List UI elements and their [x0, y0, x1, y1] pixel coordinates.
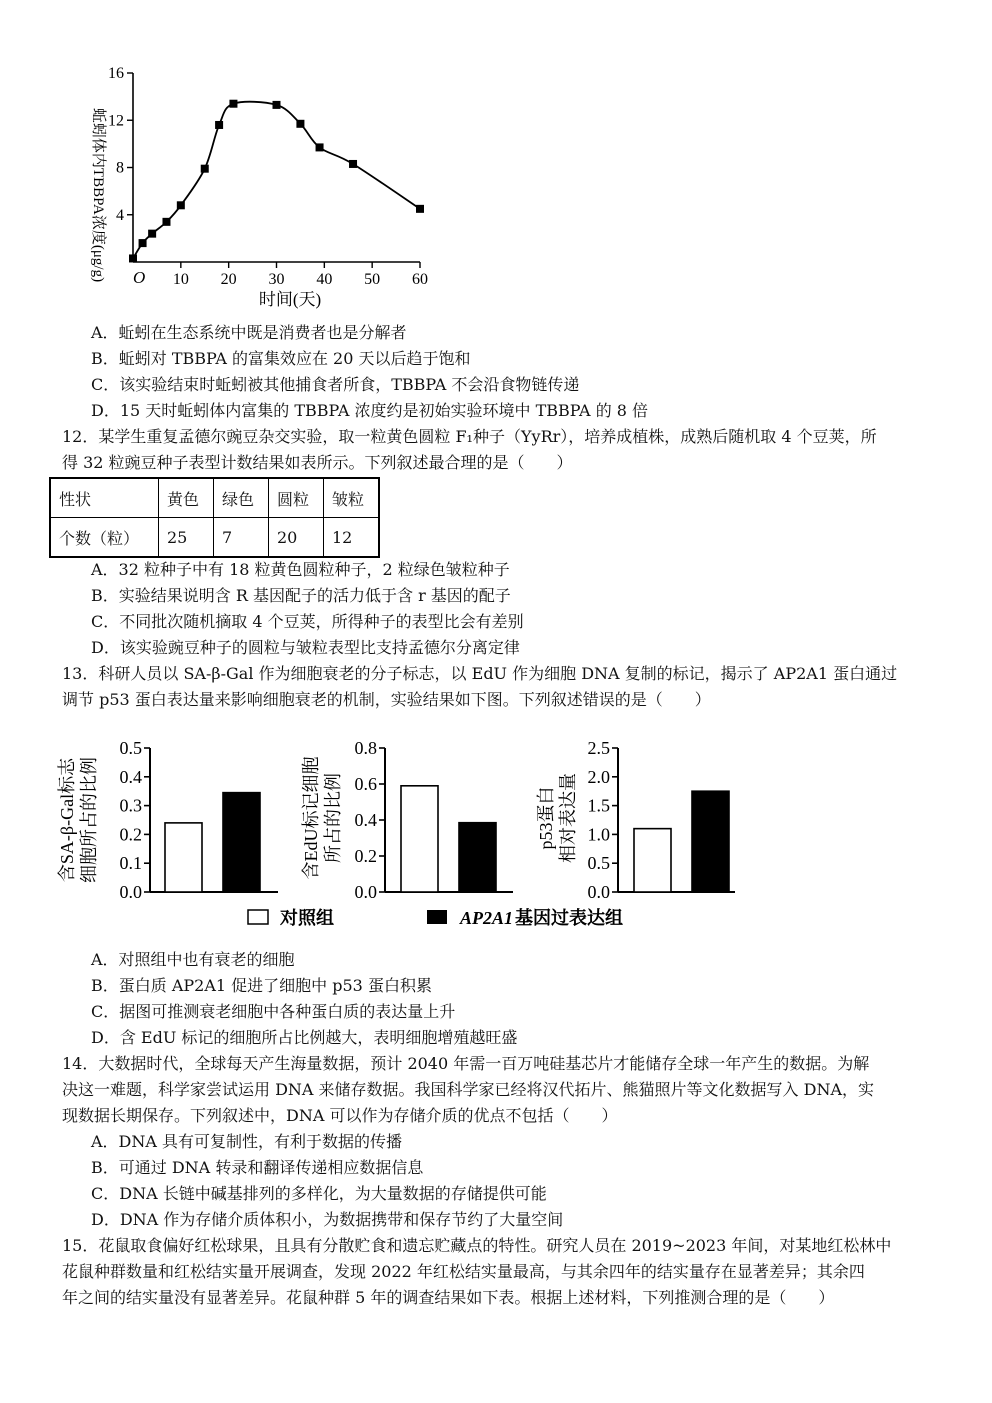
- y-tick-label: 0.2: [354, 846, 377, 866]
- bar-control: [634, 829, 671, 892]
- y-tick-label: 2.5: [587, 738, 610, 758]
- q11-option-a: A．蚯蚓在生态系统中既是消费者也是分解者: [91, 323, 407, 342]
- y-tick-label: 0.0: [354, 882, 377, 902]
- table-cell: 绿色: [214, 478, 269, 518]
- data-point: [273, 101, 281, 109]
- y-tick-label: 1.0: [587, 824, 610, 845]
- origin-label: O: [133, 268, 146, 287]
- q11-option-b: B．蚯蚓对 TBBPA 的富集效应在 20 天以后趋于饱和: [91, 349, 471, 368]
- q11-option-d: D．15 天时蚯蚓体内富集的 TBBPA 浓度约是初始实验环境中 TBBPA 的 8 倍: [91, 401, 649, 420]
- q14-option-a: A．DNA 具有可复制性，有利于数据的传播: [91, 1132, 403, 1151]
- table-row: [50, 518, 379, 558]
- y-axis-label: 蚯蚓体内TBBPA浓度(μg/g): [90, 107, 106, 283]
- series-line: [133, 102, 420, 259]
- q15-stem-line-3: 年之间的结实量没有显著差异。花鼠种群 5 年的调查结果如下表。根据上述材料，下列推测合理的是（ ）: [62, 1288, 835, 1307]
- chart2-ylabel-2: 所占的比例: [323, 773, 343, 863]
- bar-overexpression: [459, 823, 496, 892]
- bar-control: [165, 823, 202, 892]
- q13-option-d: D．含 EdU 标记的细胞所占比例越大，表明细胞增殖越旺盛: [91, 1028, 518, 1047]
- y-tick-label: 0.4: [119, 766, 142, 787]
- q14-option-c: C．DNA 长链中碱基排列的多样化，为大量数据的存储提供可能: [91, 1184, 547, 1203]
- seed-count-table: [49, 477, 380, 558]
- q13-option-c: C．据图可推测衰老细胞中各种蛋白质的表达量上升: [91, 1002, 456, 1021]
- p53-bar-chart: [588, 738, 736, 902]
- table-header-row: [50, 478, 379, 518]
- chart2-ylabel-1: 含EdU标记细胞: [301, 756, 321, 880]
- y-tick-label: 0.4: [354, 810, 377, 830]
- legend-over-gene: AP2A1: [460, 908, 514, 928]
- q14-stem-line-1: 14．大数据时代，全球每天产生海量数据，预计 2040 年需一百万吨硅基芯片才能储存全球一年产生的数据。为解: [62, 1054, 870, 1073]
- data-point: [215, 121, 223, 129]
- data-point: [229, 100, 237, 108]
- y-tick-label: 0.1: [119, 853, 142, 874]
- table-cell: 25: [159, 518, 214, 558]
- x-tick-label: 30: [268, 271, 285, 288]
- x-tick-label: 50: [364, 271, 381, 288]
- y-tick-label: 16: [108, 65, 124, 82]
- legend-control-label: 对照组: [280, 908, 334, 928]
- q11-option-c: C．该实验结束时蚯蚓被其他捕食者所食，TBBPA 不会沿食物链传递: [91, 375, 580, 394]
- bar-charts-figure: [55, 730, 735, 935]
- y-tick-label: 12: [108, 112, 124, 130]
- table-cell: 皱粒: [324, 478, 380, 518]
- data-point: [129, 254, 137, 262]
- bar-control: [401, 786, 438, 892]
- data-point: [201, 165, 209, 173]
- y-tick-label: 2.0: [587, 766, 610, 787]
- y-tick-label: 0.0: [587, 882, 610, 902]
- y-tick-label: 4: [116, 206, 124, 224]
- q12-option-d: D．该实验豌豆种子的圆粒与皱粒表型比支持孟德尔分离定律: [91, 638, 520, 657]
- y-tick-label: 0.8: [354, 738, 377, 758]
- y-tick-label: 0.2: [119, 824, 142, 845]
- table-cell: 20: [269, 518, 324, 558]
- data-point: [296, 120, 304, 128]
- q14-stem-line-3: 现数据长期保存。下列叙述中，DNA 可以作为存储介质的优点不包括（ ）: [62, 1106, 618, 1125]
- data-point: [162, 218, 170, 226]
- data-point: [148, 230, 156, 238]
- data-point: [316, 143, 324, 151]
- legend-over-swatch: [427, 910, 447, 924]
- q14-option-d: D．DNA 作为存储介质体积小，为数据携带和保存节约了大量空间: [91, 1210, 564, 1229]
- y-tick-label: 1.5: [587, 795, 610, 816]
- y-tick-label: 0.0: [119, 882, 142, 902]
- q12-option-b: B．实验结果说明含 R 基因配子的活力低于含 r 基因的配子: [91, 586, 511, 605]
- table-cell: 7: [214, 518, 269, 558]
- legend-control-swatch: [248, 910, 268, 924]
- y-tick-label: 0.5: [119, 738, 142, 758]
- y-tick-label: 0.5: [587, 853, 610, 874]
- q13-stem-line-1: 13．科研人员以 SA-β-Gal 作为细胞衰老的分子标志，以 EdU 作为细胞 DNA 复制的标记，揭示了 AP2A1 蛋白通过: [62, 664, 898, 683]
- chart3-ylabel-1: p53蛋白: [536, 786, 556, 850]
- x-axis-label: 时间(天): [258, 290, 322, 309]
- q15-stem-line-1: 15．花鼠取食偏好红松球果，且具有分散贮食和遗忘贮藏点的特性。研究人员在 2019~2023 年间，对某地红松林中: [62, 1236, 892, 1255]
- q13-option-a: A．对照组中也有衰老的细胞: [91, 950, 295, 969]
- x-tick-label: 60: [412, 271, 428, 288]
- data-point: [177, 201, 185, 209]
- q13-option-b: B．蛋白质 AP2A1 促进了细胞中 p53 蛋白积累: [91, 976, 432, 995]
- q12-stem-line-1: 12．某学生重复孟德尔豌豆杂交实验，取一粒黄色圆粒 F₁种子（YyRr），培养成植株，成熟后随机取 4 个豆荚，所: [62, 427, 877, 446]
- y-tick-label: 8: [116, 159, 124, 177]
- table-cell: 圆粒: [269, 478, 324, 518]
- tbbpa-line-chart: [60, 55, 460, 315]
- chart1-ylabel-1: 含SA-β-Gal标志: [57, 757, 77, 883]
- legend-over-suffix: 基因过表达组: [515, 908, 623, 928]
- bar-overexpression: [223, 793, 260, 892]
- q12-option-a: A．32 粒种子中有 18 粒黄色圆粒种子，2 粒绿色皱粒种子: [91, 560, 510, 579]
- sa-beta-gal-bar-chart: [120, 738, 279, 902]
- bar-overexpression: [692, 791, 729, 892]
- q14-stem-line-2: 决这一难题，科学家尝试运用 DNA 来储存数据。我国科学家已经将汉代拓片、熊猫照片等文化数据写入 DNA，实: [62, 1080, 875, 1099]
- edu-bar-chart: [355, 738, 514, 902]
- line-chart-plot: [108, 65, 428, 288]
- data-point: [349, 160, 357, 168]
- q14-option-b: B．可通过 DNA 转录和翻译传递相应数据信息: [91, 1158, 424, 1177]
- y-tick-label: 0.3: [119, 795, 142, 816]
- q12-option-c: C．不同批次随机摘取 4 个豆荚，所得种子的表型比会有差别: [91, 612, 524, 631]
- data-point: [416, 205, 424, 213]
- x-tick-label: 40: [316, 271, 333, 288]
- data-point: [139, 239, 147, 247]
- table-cell: 性状: [50, 478, 159, 518]
- table-cell: 黄色: [159, 478, 214, 518]
- x-tick-label: 20: [220, 271, 237, 288]
- q13-stem-line-2: 调节 p53 蛋白表达量来影响细胞衰老的机制，实验结果如下图。下列叙述错误的是（ ）: [62, 690, 711, 709]
- chart1-ylabel-2: 细胞所占的比例: [79, 757, 99, 883]
- q15-stem-line-2: 花鼠种群数量和红松结实量开展调查，发现 2022 年红松结实量最高，与其余四年的结实量存在显著差异；其余四: [62, 1262, 865, 1281]
- table-cell: 个数（粒）: [50, 518, 159, 558]
- chart3-ylabel-2: 相对表达量: [558, 773, 578, 863]
- x-tick-label: 10: [172, 271, 189, 288]
- q12-stem-line-2: 得 32 粒豌豆种子表型计数结果如表所示。下列叙述最合理的是（ ）: [62, 453, 573, 472]
- y-tick-label: 0.6: [354, 774, 377, 794]
- table-cell: 12: [324, 518, 380, 558]
